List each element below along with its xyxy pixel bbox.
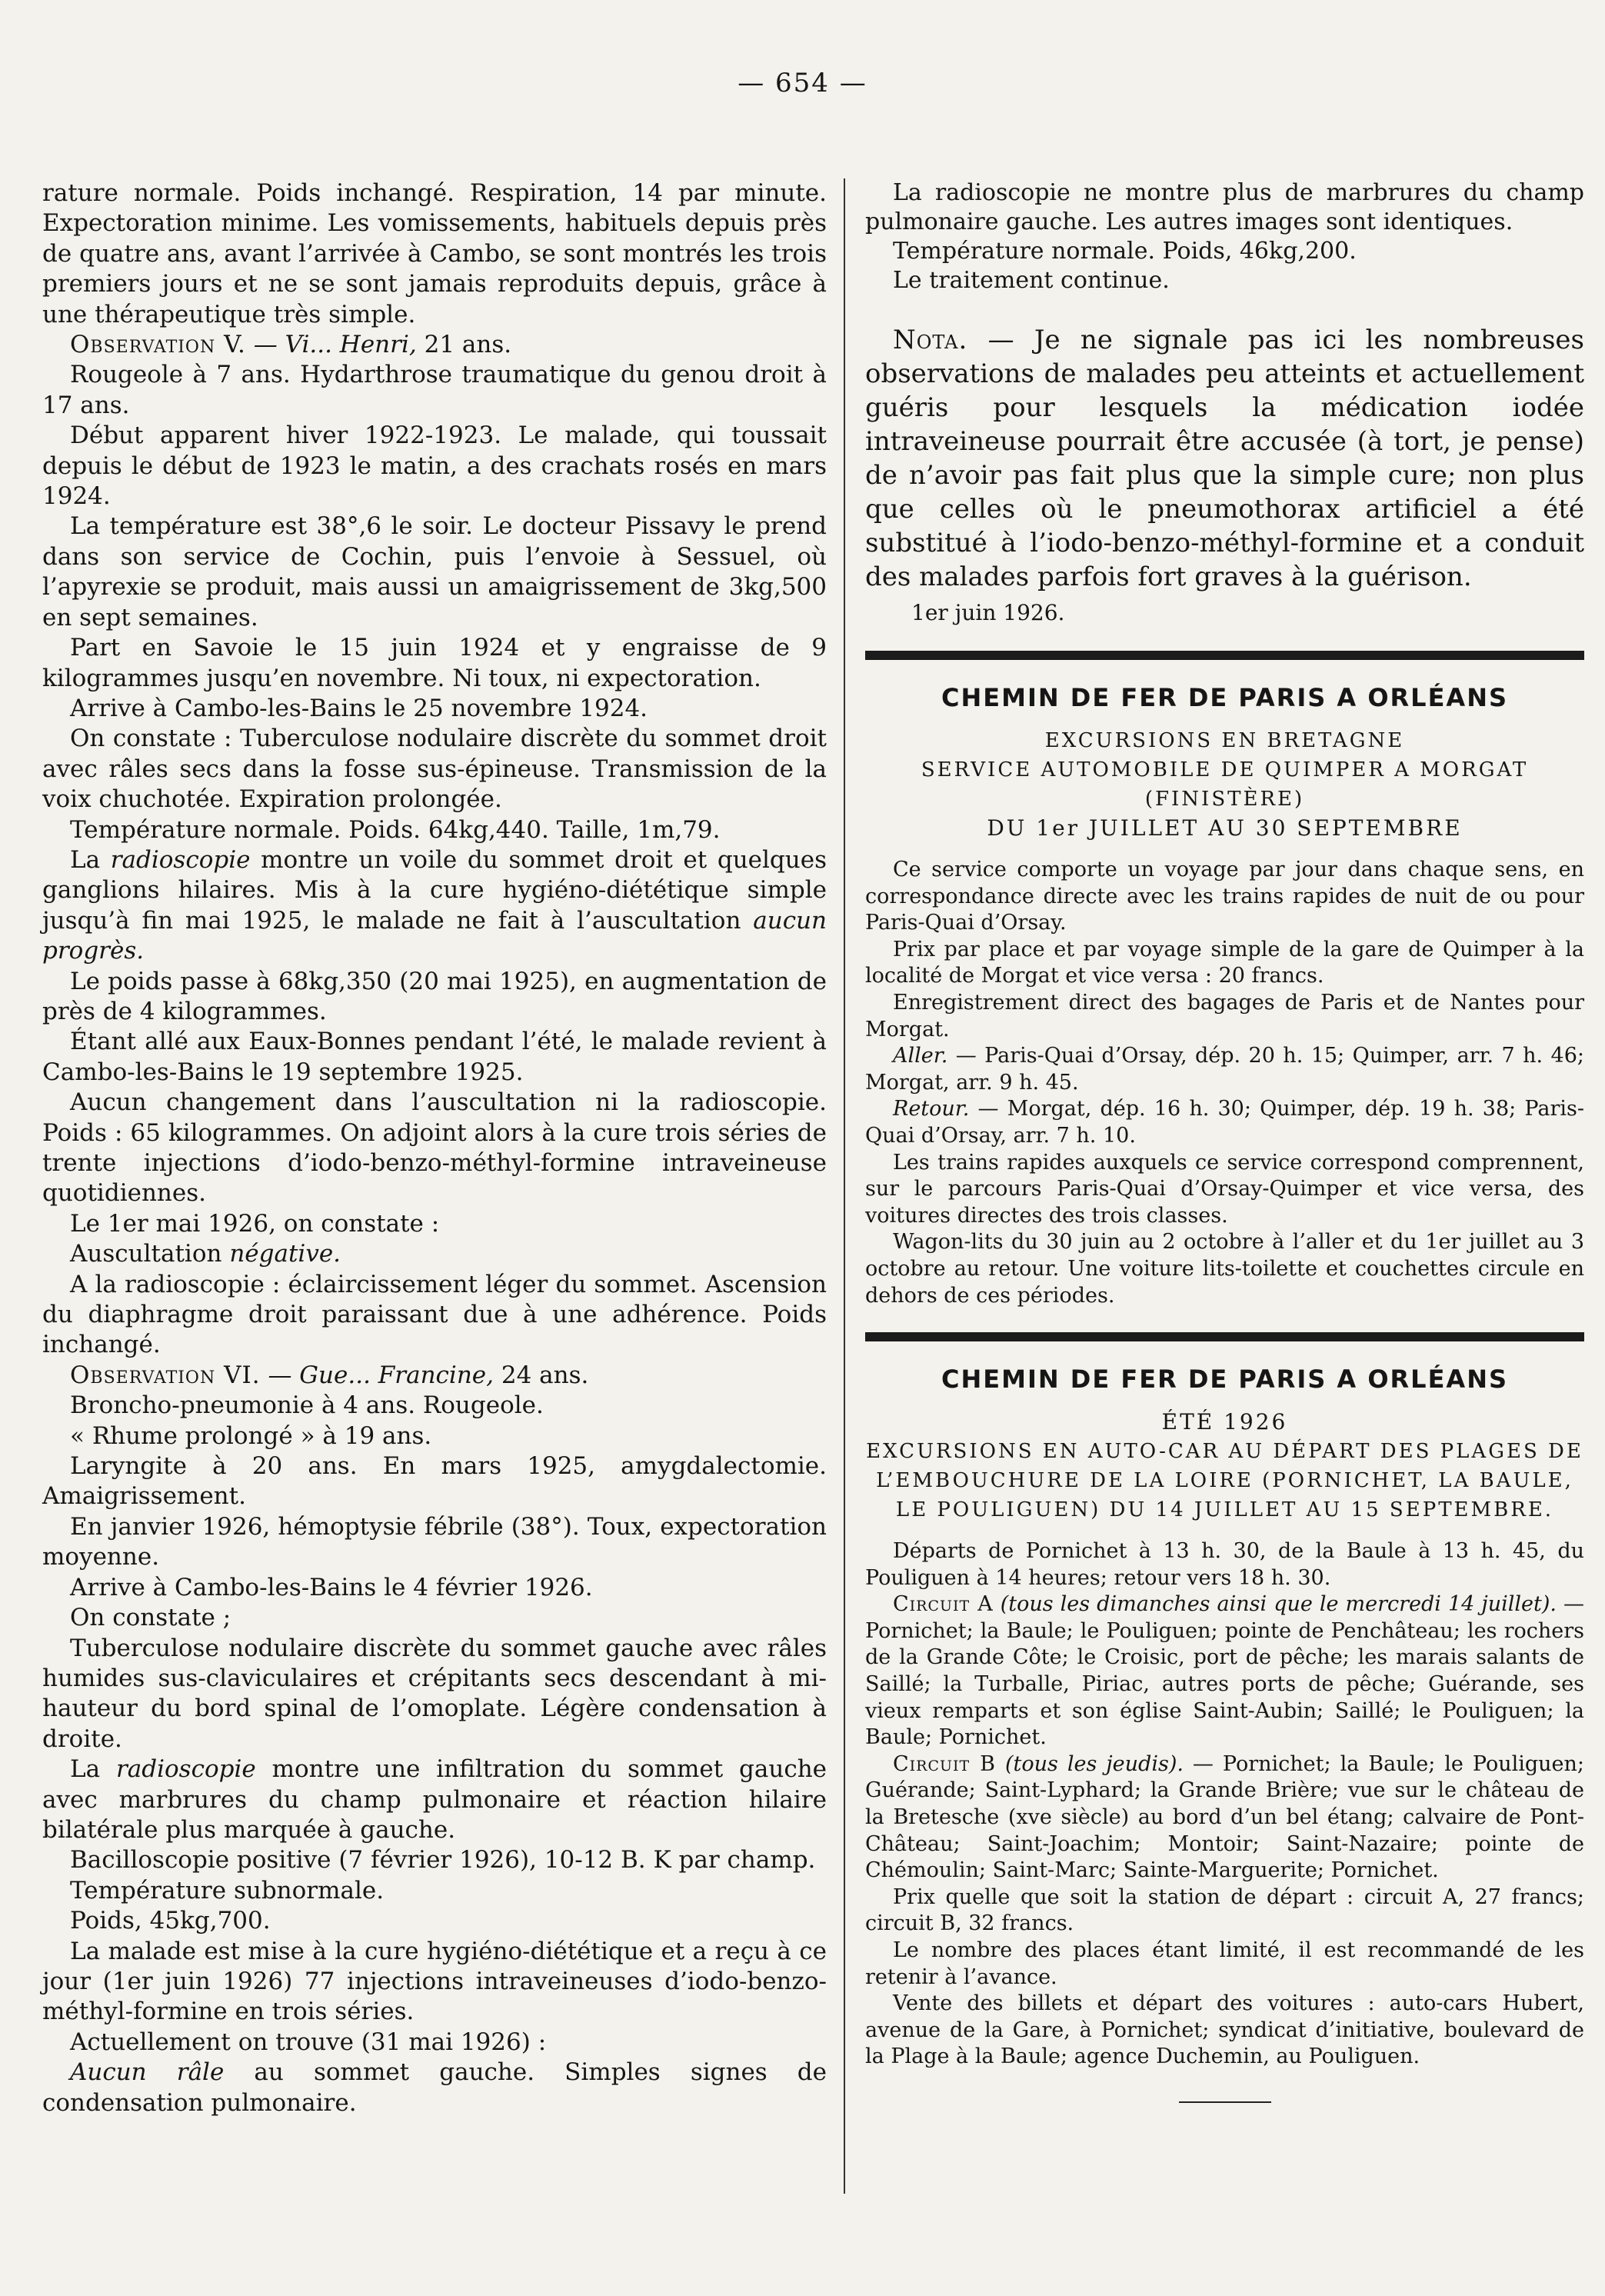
paragraph: Part en Savoie le 15 juin 1924 et y engraisse de 9 kilogrammes jusqu’en novembre. Ni toux, ni expectoration. (42, 634, 827, 692)
paragraph: Tuberculose nodulaire discrète du sommet gauche avec râles humides sus-claviculaires et crépitants secs descendant à mi-hauteur du bord spinal de l’omoplate. Légère condensation à droite. (42, 1634, 827, 1753)
paragraph: Étant allé aux Eaux-Bonnes pendant l’été, le malade revient à Cambo-les-Bains le 19 septembre 1925. (42, 1028, 827, 1086)
emphasis: négative. (229, 1240, 341, 1268)
text: — Pornichet; la Baule; le Pouliguen; pointe de Penchâteau; les rochers de la Grande Côte; le Croisic, port de pêche; les marais salants de Saillé; la Turballe, Piriac, autres ports de pêche; Guérande, ses vieux remparts et son église Saint-Aubin; Saillé; le Pouliguen; la Baule; Pornichet. (865, 1592, 1584, 1750)
paragraph (865, 1591, 1584, 1751)
paragraph: La température est 38°,6 le soir. Le docteur Pissavy le prend dans son service de Cochin, puis l’envoie à Sessuel, où l’apyrexie se produit, mais aussi un amaigrissement de 3kg,500 en sept semaines. (42, 512, 827, 631)
advertisement-morgat (865, 683, 1584, 1309)
ad-body (865, 1538, 1584, 2071)
paragraph: Le nombre des places étant limité, il est recommandé de les retenir à l’avance. (865, 1938, 1584, 1989)
emphasis: aucun progrès. (42, 906, 827, 965)
paragraph (865, 1096, 1584, 1149)
paragraph: Rougeole à 7 ans. Hydarthrose traumatique du genou droit à 17 ans. (42, 361, 827, 419)
ad-subtitle: EXCURSIONS EN BRETAGNE (1044, 729, 1405, 752)
circuit-days: (tous les dimanches ainsi que le mercredi 14 juillet). (1000, 1592, 1557, 1617)
text: La (70, 845, 101, 874)
text: Auscultation (70, 1240, 222, 1268)
nota-label: Nota. (893, 325, 968, 355)
paragraph: La malade est mise à la cure hygiéno-diététique et a reçu à ce jour (1er juin 1926) 77 injections intraveineuses d’iodo-benzo-méthyl-formine en trois séries. (42, 1937, 827, 2026)
paragraph: Température normale. Poids, 46kg,200. (893, 238, 1357, 265)
patient-name: — Vi... Henri, (253, 331, 417, 359)
nota-paragraph (865, 323, 1584, 594)
paragraph: rature normale. Poids inchangé. Respiration, 14 par minute. Expectoration minime. Les vomissements, habituels depuis près de quatre ans, avant l’arrivée à Cambo, se sont montrés les trois premiers jours et ne se sont jamais reproduits depuis, grâce à une thérapeutique très simple. (42, 179, 827, 328)
text: — Pornichet; la Baule; le Pouliguen; Guérande; Saint-Lyphard; la Grande Brière; vue sur le château de la Bretesche (xve siècle) au bord d’un bel étang; calvaire de Pont-Château; Saint-Joachim; Montoir; Saint-Nazaire; pointe de Chémoulin; Saint-Marc; Sainte-Marguerite; Pornichet. (865, 1751, 1584, 1883)
ad-title: CHEMIN DE FER DE PARIS A ORLÉANS (941, 683, 1509, 712)
patient-age: 21 ans. (424, 331, 512, 359)
signature-date: 1er juin 1926. (911, 600, 1065, 625)
circuit-label: Circuit A (893, 1592, 994, 1617)
schedule-label: Aller. (893, 1044, 948, 1068)
column-divider (844, 178, 845, 2194)
ad-dates: DU 1er JUILLET AU 30 SEPTEMBRE (987, 815, 1463, 841)
section-bar (865, 1332, 1584, 1341)
paragraph: Température normale. Poids. 64kg,440. Taille, 1m,79. (70, 815, 721, 844)
paragraph: « Rhume prolongé » à 19 ans. (70, 1421, 432, 1450)
paragraph: Laryngite à 20 ans. En mars 1925, amygdalectomie. Amaigrissement. (42, 1452, 827, 1511)
paragraph: On constate : Tuberculose nodulaire discrète du sommet droit avec râles secs dans la fosse sus-épineuse. Transmission de la voix chuchotée. Expiration prolongée. (42, 725, 827, 814)
text: au sommet gauche. Simples signes de condensation pulmonaire. (42, 2058, 827, 2117)
paragraph: Début apparent hiver 1922-1923. Le malade, qui toussait depuis le début de 1923 le matin, a des crachats rosés en mars 1924. (42, 422, 827, 511)
ad-subtitle: EXCURSIONS EN AUTO-CAR AU DÉPART DES PLAGES DE L’EMBOUCHURE DE LA LOIRE (PORNICHET, LA BAULE, LE POULIGUEN) DU 14 JUILLET AU 15 SEPTEMBRE. (866, 1440, 1583, 1522)
patient-age: 24 ans. (501, 1361, 589, 1389)
text: La (70, 1755, 101, 1784)
paragraph: On constate ; (70, 1604, 231, 1632)
left-column (42, 178, 827, 2118)
text: montre une infiltration du sommet gauche avec marbrures du champ pulmonaire et réaction hilaire bilatérale plus marquée à gauche. (42, 1755, 827, 1844)
paragraph (42, 2058, 827, 2118)
schedule-label: Retour. (893, 1097, 970, 1121)
observation-label: Observation V. (70, 331, 246, 359)
paragraph: Enregistrement direct des bagages de Paris et de Nantes pour Morgat. (865, 990, 1584, 1041)
paragraph: Température subnormale. (70, 1876, 385, 1904)
paragraph: Le poids passe à 68kg,350 (20 mai 1925), en augmentation de près de 4 kilogrammes. (42, 967, 827, 1025)
paragraph: Arrive à Cambo-les-Bains le 4 février 1926. (70, 1573, 593, 1601)
text: — Morgat, dép. 16 h. 30; Quimper, dép. 19 h. 38; Paris-Quai d’Orsay, arr. 7 h. 10. (865, 1097, 1585, 1148)
paragraph: Le traitement continue. (893, 267, 1170, 294)
observation-heading (42, 330, 827, 360)
paragraph (42, 1239, 827, 1269)
paragraph: En janvier 1926, hémoptysie fébrile (38°). Toux, expectoration moyenne. (42, 1512, 827, 1571)
ad-body (865, 857, 1584, 1309)
emphasis: radioscopie (115, 1755, 256, 1784)
page-number: — 654 — (738, 68, 867, 98)
emphasis: radioscopie (110, 845, 251, 874)
circuit-label: Circuit B (893, 1751, 997, 1776)
paragraph: Départs de Pornichet à 13 h. 30, de la Baule à 13 h. 45, du Pouliguen à 14 heures; retour vers 18 h. 30. (865, 1539, 1584, 1590)
text: montre un voile du sommet droit et quelques ganglions hilaires. Mis à la cure hygiéno-diététique simple jusqu’à fin mai 1925, le malade ne fait à l’auscultation (42, 845, 827, 935)
paragraph: Ce service comporte un voyage par jour dans chaque sens, en correspondance directe avec les trains rapides de nuit de ou pour Paris-Quai d’Orsay. (865, 858, 1584, 935)
paragraph: Bacilloscopie positive (7 février 1926), 10-12 B. K par champ. (70, 1846, 816, 1874)
paragraph: La radioscopie ne montre plus de marbrures du champ pulmonaire gauche. Les autres images sont identiques. (865, 179, 1584, 235)
section-bar (865, 651, 1584, 660)
paragraph: Poids, 45kg,700. (70, 1907, 271, 1935)
paragraph: Actuellement on trouve (31 mai 1926) : (70, 2028, 547, 2056)
paragraph (42, 1754, 827, 1845)
advertisement-loire (865, 1365, 1584, 2103)
paragraph: Arrive à Cambo-les-Bains le 25 novembre 1924. (70, 694, 648, 722)
text: — Paris-Quai d’Orsay, dép. 20 h. 15; Quimper, arr. 7 h. 46; Morgat, arr. 9 h. 45. (865, 1044, 1584, 1095)
paragraph: Aucun changement dans l’auscultation ni la radioscopie. Poids : 65 kilogrammes. On adjoint alors à la cure trois séries de trente injections d’iodo-benzo-méthyl-formine intraveineuse quotidiennes. (42, 1088, 827, 1208)
observation-heading (42, 1361, 827, 1391)
paragraph (865, 1751, 1584, 1884)
paragraph: A la radioscopie : éclaircissement léger du sommet. Ascension du diaphragme droit paraissant due à une adhérence. Poids inchangé. (42, 1270, 827, 1359)
ad-subtitle: ÉTÉ 1926 (1161, 1409, 1288, 1435)
paragraph: Wagon-lits du 30 juin au 2 octobre à l’aller et du 1er juillet au 3 octobre au retour. Une voiture lits-toilette et couchettes circule en dehors de ces périodes. (865, 1230, 1584, 1308)
paragraph (42, 845, 827, 967)
circuit-days: (tous les jeudis). (1005, 1751, 1184, 1776)
end-rule (1179, 2101, 1271, 2103)
emphasis: Aucun râle (70, 2058, 225, 2087)
paragraph: Prix par place et par voyage simple de la gare de Quimper à la localité de Morgat et vice versa : 20 francs. (865, 937, 1584, 988)
paragraph: Prix quelle que soit la station de départ : circuit A, 27 francs; circuit B, 32 francs. (865, 1884, 1584, 1936)
patient-name: — Gue... Francine, (268, 1361, 494, 1389)
paragraph: Broncho-pneumonie à 4 ans. Rougeole. (70, 1391, 544, 1420)
right-column (865, 178, 1584, 2103)
paragraph (865, 1043, 1584, 1096)
nota-text: — Je ne signale pas ici les nombreuses observations de malades peu atteints et actuellement guéris pour lesquels la médication iodée intraveineuse pourrait être accusée (à tort, je pense) de n’avoir pas fait plus que la simple cure; non plus que celles où le pneumothorax artificiel a été substitué à l’iodo-benzo-méthyl-formine et a conduit des malades parfois fort graves à la guérison. (865, 325, 1584, 592)
paragraph: Vente des billets et départ des voitures : auto-cars Hubert, avenue de la Gare, à Pornichet; syndicat d’initiative, boulevard de la Plage à la Baule; agence Duchemin, au Pouliguen. (865, 1991, 1584, 2069)
observation-label: Observation VI. (70, 1361, 261, 1389)
paragraph: Les trains rapides auxquels ce service correspond comprennent, sur le parcours Paris-Quai d’Orsay-Quimper et vice versa, des voitures directes des trois classes. (865, 1150, 1584, 1228)
ad-title: CHEMIN DE FER DE PARIS A ORLÉANS (941, 1365, 1509, 1395)
paragraph: Le 1er mai 1926, on constate : (70, 1209, 440, 1238)
ad-subtitle: SERVICE AUTOMOBILE DE QUIMPER A MORGAT (FINISTÈRE) (921, 758, 1529, 811)
